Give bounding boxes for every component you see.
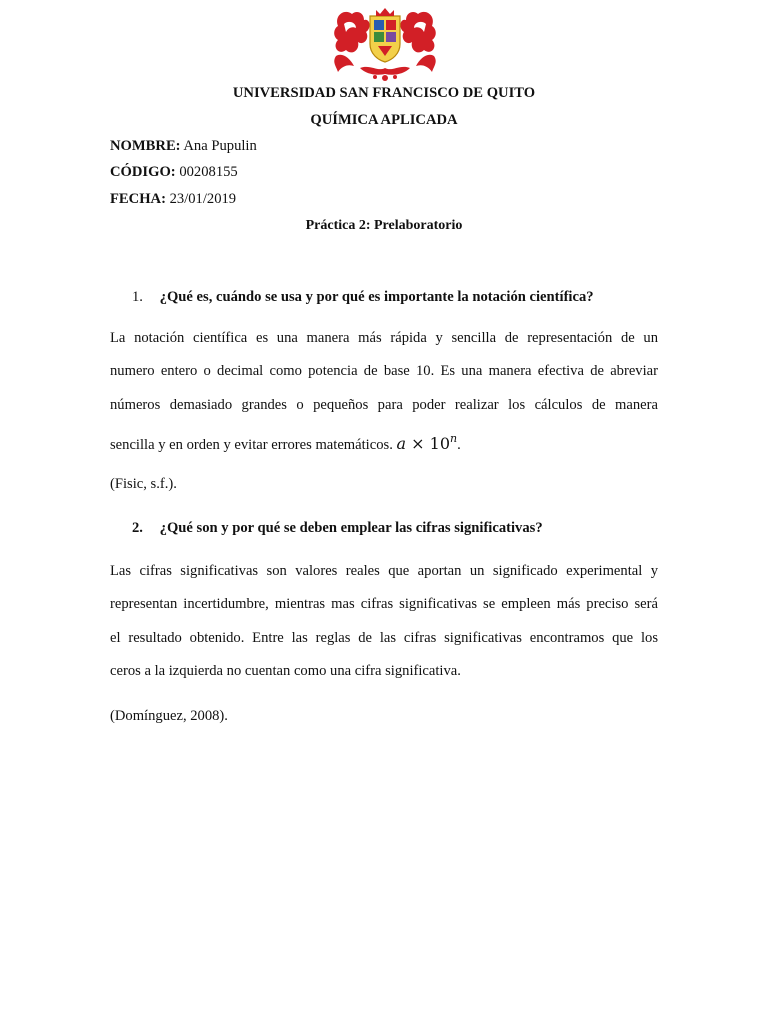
formula-times: ×: [411, 433, 425, 453]
answer-line-with-formula: [110, 422, 658, 455]
name-value: Ana Pupulin: [183, 138, 257, 154]
code-value: 00208155: [179, 164, 238, 180]
name-label: NOMBRE:: [110, 138, 181, 154]
formula-exponent: n: [450, 431, 458, 445]
question-1: [132, 289, 594, 306]
citation-2: (Domínguez, 2008).: [110, 708, 228, 724]
citation-1: (Fisic, s.f.).: [110, 476, 177, 492]
answer-line: sencilla y en orden y evitar errores matemáticos.: [110, 436, 393, 453]
question-number: 2.: [132, 520, 143, 536]
code-label: CÓDIGO:: [110, 164, 176, 180]
question-number: 1.: [132, 289, 143, 305]
answer-2-paragraph: [110, 555, 658, 688]
answer-line: números demasiado grandes o pequeños para poder realizar los cálculos de manera: [110, 396, 658, 413]
date-label: FECHA:: [110, 191, 166, 207]
course-title: QUÍMICA APLICADA: [310, 112, 458, 128]
university-crest-logo: [330, 6, 440, 82]
answer-line: representan incertidumbre, mientras mas cifras significativas se empleen más preciso será: [110, 596, 658, 613]
date-value: 23/01/2019: [169, 191, 237, 207]
answer-line: Las cifras significativas son valores reales que aportan un significado experimental y: [110, 563, 658, 579]
formula-base: a: [396, 433, 407, 453]
answer-1-paragraph: [110, 322, 658, 455]
practice-title: Práctica 2: Prelaboratorio: [305, 218, 463, 233]
answer-line: ceros a la izquierda no cuentan como una cifra significativa.: [110, 662, 461, 679]
scientific-notation-formula: [396, 431, 458, 453]
student-name-line: [110, 138, 257, 155]
question-2: [132, 520, 543, 537]
answer-line: La notación científica es una manera más rápida y sencilla de representación de un: [110, 330, 658, 346]
formula-ten: 10: [429, 433, 450, 453]
university-name: UNIVERSIDAD SAN FRANCISCO DE QUITO: [232, 85, 536, 101]
answer-line: el resultado obtenido. Entre las reglas de las cifras significativas encontramos que los: [110, 629, 658, 646]
answer-line: numero entero o decimal como potencia de base 10. Es una manera efectiva de abreviar: [110, 363, 658, 380]
formula-end: .: [457, 436, 461, 453]
question-text: ¿Qué es, cuándo se usa y por qué es importante la notación científica?: [159, 289, 594, 305]
date-line: [110, 191, 236, 208]
student-code-line: [110, 164, 238, 181]
question-text: ¿Qué son y por qué se deben emplear las cifras significativas?: [159, 520, 543, 536]
